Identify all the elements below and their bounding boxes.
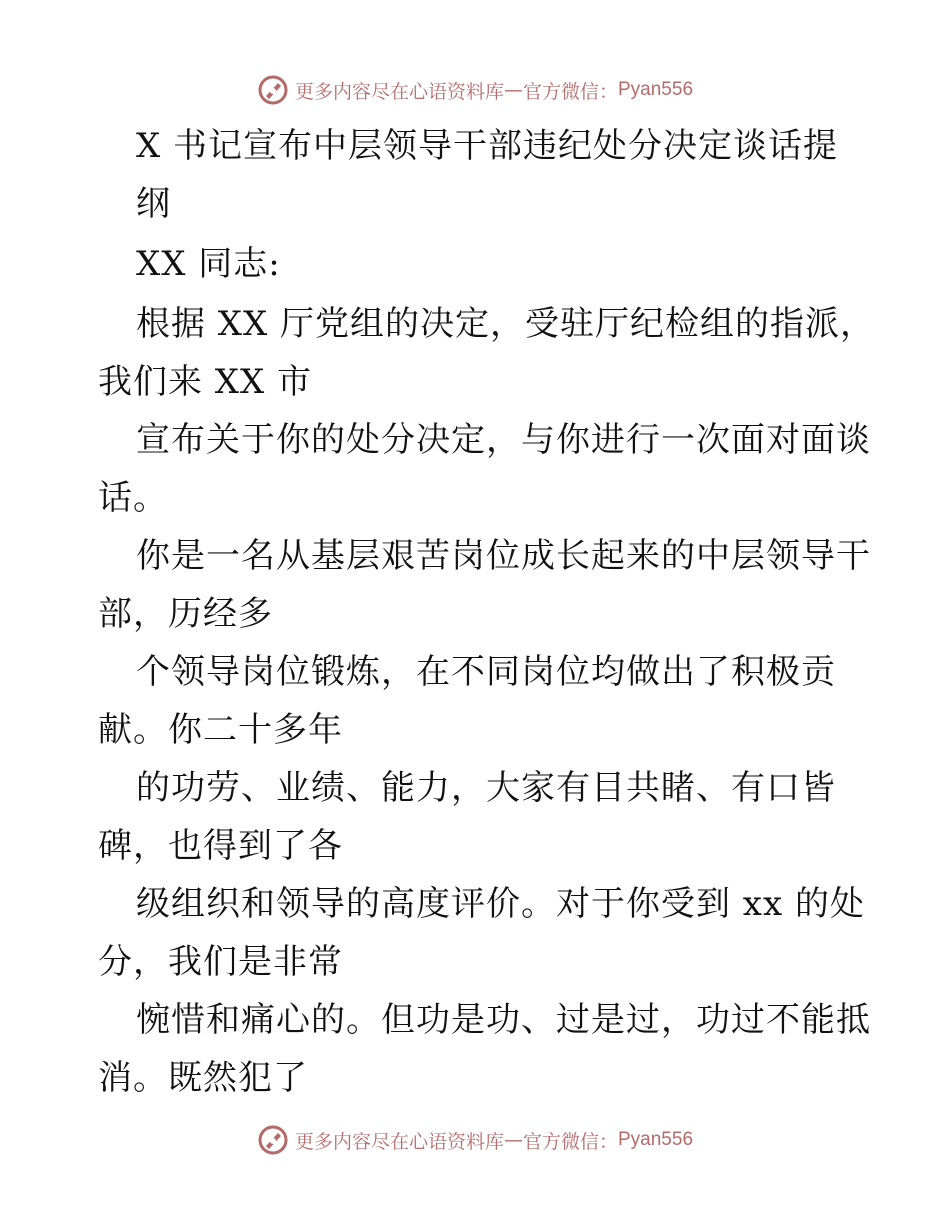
- paragraph-line: 分，我们是非常: [98, 942, 343, 982]
- watermark-wechat-id: Pyan556: [618, 1129, 694, 1150]
- paragraph-line: 根据 XX 厅党组的决定，受驻厅纪检组的指派，: [136, 304, 876, 344]
- watermark-wechat-label: 官方微信：: [522, 80, 618, 103]
- watermark-separator: —: [503, 79, 523, 101]
- watermark-wechat-label: 官方微信：: [522, 1130, 618, 1153]
- watermark-wechat-id: Pyan556: [618, 79, 694, 100]
- paragraph-line: 的功劳、业绩、能力，大家有目共睹、有口皆: [136, 768, 836, 808]
- pen-logo-icon: [257, 1124, 289, 1156]
- watermark-text: 更多内容尽在心语资料库: [294, 1130, 504, 1153]
- paragraph-line: 消。既然犯了: [98, 1058, 308, 1098]
- paragraph-line: 部，历经多: [98, 594, 273, 634]
- paragraph-line: 献。你二十多年: [98, 710, 343, 750]
- paragraph-line: 个领导岗位锻炼，在不同岗位均做出了积极贡: [136, 652, 836, 692]
- paragraph-line: 宣布关于你的处分决定，与你进行一次面对面谈: [136, 420, 871, 460]
- document-title-line-2: 纲: [136, 184, 171, 224]
- footer-watermark: [0, 1120, 950, 1160]
- watermark-text: 更多内容尽在心语资料库: [294, 80, 504, 103]
- document-title-line-1: X 书记宣布中层领导干部违纪处分决定谈话提: [136, 126, 839, 166]
- paragraph-line: 你是一名从基层艰苦岗位成长起来的中层领导干: [136, 536, 871, 576]
- paragraph-line: 惋惜和痛心的。但功是功、过是过，功过不能抵: [136, 1000, 871, 1040]
- paragraph-line: 级组织和领导的高度评价。对于你受到 xx 的处: [136, 884, 865, 924]
- paragraph-line: 话。: [98, 478, 168, 518]
- salutation: XX 同志:: [136, 244, 281, 284]
- paragraph-line: 碑，也得到了各: [98, 826, 343, 866]
- watermark-separator: —: [503, 1129, 523, 1151]
- paragraph-line: 我们来 XX 市: [98, 362, 313, 402]
